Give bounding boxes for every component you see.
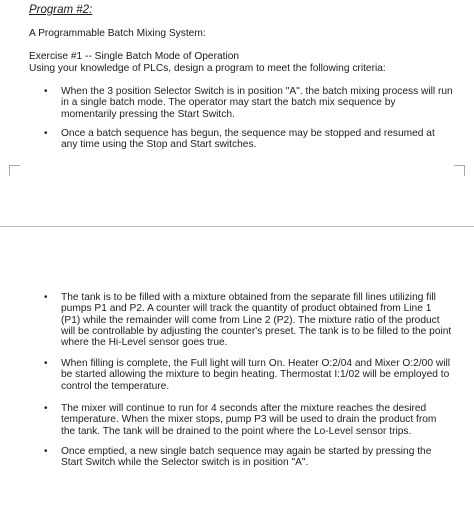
bullet-icon: • [44, 403, 48, 414]
bullet-text: Once a batch sequence has begun, the sequence may be stopped and resumed at any time using the Stop and Start switches. [61, 128, 435, 151]
bullet-icon: • [44, 446, 48, 457]
exercise-title: Exercise #1 -- Single Batch Mode of Operation [29, 51, 240, 62]
document-page-1 [0, 0, 474, 226]
program-title: Program #2: [29, 4, 93, 16]
page-corner-mark [454, 165, 465, 176]
bullet-icon: • [44, 128, 48, 139]
bullet-icon: • [44, 358, 48, 369]
bullet-icon: • [44, 86, 48, 97]
page-corner-mark [9, 165, 20, 176]
bullet-text: Once emptied, a new single batch sequence may again be started by pressing the Start Switch while the Selector switch is in position "A". [61, 446, 432, 469]
document-page-2 [0, 272, 474, 512]
bullet-text: The tank is to be filled with a mixture obtained from the separate fill lines utilizing fill pumps P1 and P2. A counter will track the quantity of product obtained from Line 1 (P1) while the remainder will come from Line 2 (P2). The mixture ratio of the product will be controllable by adjusting the counter's preset. The tank is to be filled to the point where the Hi-Level sensor goes true. [61, 292, 452, 349]
bullet-text: When filling is complete, the Full light will turn On. Heater O:2/04 and Mixer O:2/00 will be started allowing the mixture to begin heating. Thermostat I:1/02 will be employed to control the temperature. [61, 358, 450, 392]
bullet-text: The mixer will continue to run for 4 seconds after the mixture reaches the desired temperature. When the mixer stops, pump P3 will be used to drain the product from the tank. The tank will be drained to the point where the Lo-Level sensor trips. [61, 403, 437, 437]
bullet-text: When the 3 position Selector Switch is in position "A". the batch mixing process will run in a single batch mode. The operator may start the batch mix sequence by momentarily pressing the Start Switch. [61, 86, 453, 120]
bullet-icon: • [44, 292, 48, 303]
system-title: A Programmable Batch Mixing System: [29, 28, 206, 39]
page-break [0, 226, 474, 273]
exercise-intro: Using your knowledge of PLCs, design a program to meet the following criteria: [29, 63, 386, 74]
